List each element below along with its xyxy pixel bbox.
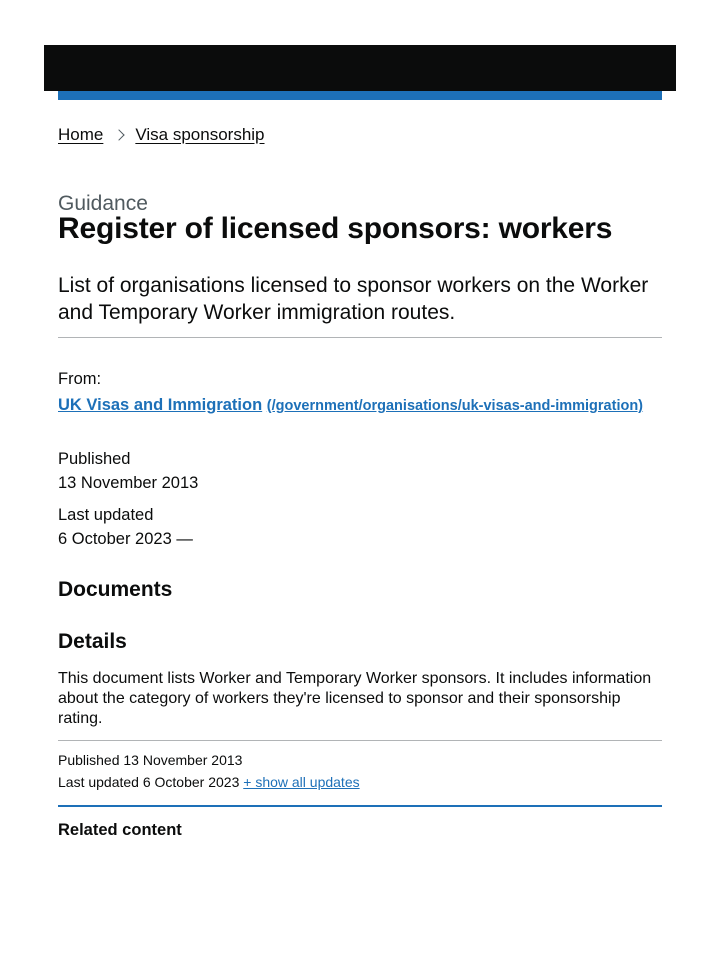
published-date: 13 November 2013 xyxy=(58,474,199,492)
chevron-right-icon xyxy=(114,129,125,140)
page-lead: List of organisations licensed to sponsor workers on the Worker and Temporary Worker immigration routes. xyxy=(58,274,649,324)
divider xyxy=(58,337,662,338)
history-last-updated xyxy=(58,774,360,790)
details-heading: Details xyxy=(58,630,127,653)
related-content-heading: Related content xyxy=(58,821,182,839)
from-org-link[interactable]: UK Visas and Immigration xyxy=(58,396,263,414)
from-label: From: xyxy=(58,370,102,388)
show-all-updates-link[interactable]: + show all updates xyxy=(243,774,360,790)
divider xyxy=(58,740,662,741)
from-org-path-link[interactable]: (/government/organisations/uk-visas-and-immigration) xyxy=(266,398,644,414)
published-label: Published xyxy=(58,450,131,468)
header-accent-stripe xyxy=(58,91,662,100)
breadcrumb xyxy=(58,125,265,145)
page-title: Register of licensed sponsors: workers xyxy=(58,212,613,245)
related-content-divider xyxy=(58,805,662,807)
breadcrumb-visa-sponsorship-link[interactable]: Visa sponsorship xyxy=(135,125,265,144)
page-caption: Guidance xyxy=(58,192,148,215)
details-text: This document lists Worker and Temporary Worker sponsors. It includes information about the category of workers they're licensed to sponsor and their sponsorship rating. xyxy=(58,670,652,727)
site-header xyxy=(44,45,676,91)
history-published: Published 13 November 2013 xyxy=(58,752,243,768)
history-updated-text: Last updated 6 October 2023 xyxy=(58,774,240,790)
documents-heading: Documents xyxy=(58,578,173,601)
breadcrumb-home-link[interactable]: Home xyxy=(58,125,104,144)
last-updated-label: Last updated xyxy=(58,506,154,524)
from-organisation xyxy=(58,394,662,418)
last-updated-date: 6 October 2023 — xyxy=(58,530,193,548)
